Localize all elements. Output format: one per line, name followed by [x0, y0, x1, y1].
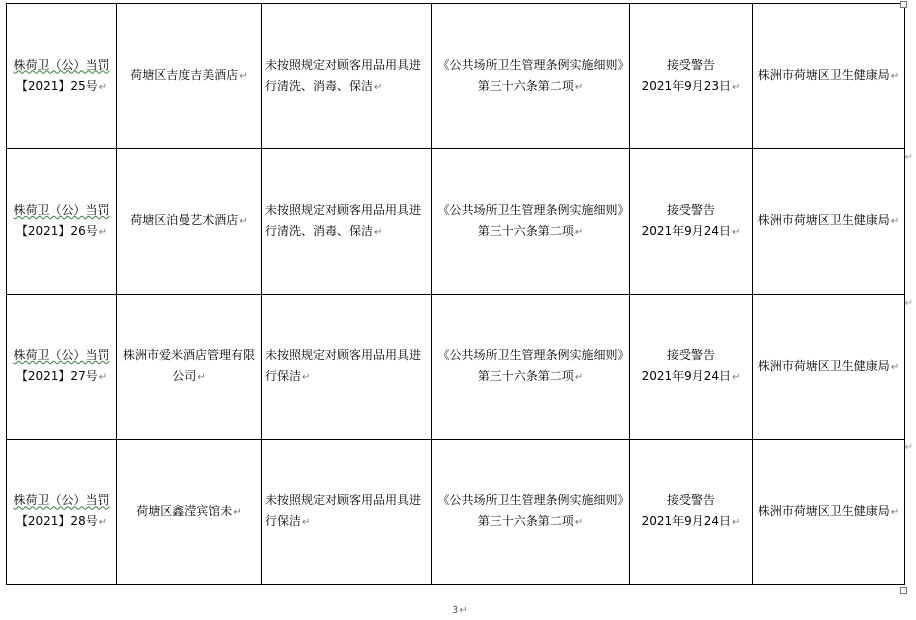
violation-text: 未按照规定对顾客用品用具进行清洗、消毒、保洁	[265, 202, 422, 238]
table-corner-handle[interactable]	[900, 1, 907, 8]
party-cell	[117, 149, 262, 294]
party-text: 荷塘区鑫滢宾馆未	[136, 503, 233, 518]
case-number-cell	[7, 439, 117, 584]
page-number: 3↵	[452, 605, 468, 616]
case-number-text: 株荷卫（公）当罚	[13, 493, 110, 508]
paragraph-mark: ↵	[890, 216, 900, 228]
party-cell	[117, 294, 262, 439]
table-row	[7, 294, 905, 439]
legal-basis-cell	[432, 4, 630, 149]
legal-basis-text: 《公共场所卫生管理条例实施细则》第三十六条第二项	[437, 348, 624, 384]
legal-basis-cell	[432, 439, 630, 584]
authority-cell	[753, 4, 905, 149]
violation-cell	[262, 4, 432, 149]
paragraph-mark: ↵	[904, 442, 913, 453]
case-number-text: 【2021】26号	[15, 223, 98, 238]
paragraph-mark: ↵	[374, 226, 383, 238]
paragraph-mark: ↵	[239, 71, 248, 83]
paragraph-mark: ↵	[574, 517, 584, 529]
result-text: 接受警告	[666, 348, 715, 363]
legal-basis-text: 《公共场所卫生管理条例实施细则》第三十六条第二项	[437, 202, 624, 238]
paragraph-mark: ↵	[732, 81, 741, 93]
violation-cell	[262, 439, 432, 584]
violation-cell	[262, 294, 432, 439]
paragraph-mark: ↵	[98, 226, 108, 238]
paragraph-mark: ↵	[302, 517, 311, 529]
case-number-text: 株荷卫（公）当罚	[13, 202, 110, 217]
violation-text: 未按照规定对顾客用品用具进行保洁	[265, 348, 422, 384]
legal-basis-text: 《公共场所卫生管理条例实施细则》第三十六条第二项	[437, 493, 624, 529]
party-cell	[117, 439, 262, 584]
result-text: 接受警告	[666, 57, 715, 72]
case-number-cell	[7, 4, 117, 149]
paragraph-mark: ↵	[98, 517, 108, 529]
table-resize-handle[interactable]	[900, 587, 907, 594]
violation-cell	[262, 149, 432, 294]
legal-basis-cell	[432, 294, 630, 439]
case-number-cell	[7, 294, 117, 439]
paragraph-mark: ↵	[98, 81, 108, 93]
result-cell	[630, 439, 753, 584]
paragraph-mark: ↵	[890, 71, 900, 83]
paragraph-mark: ↵	[890, 361, 900, 373]
paragraph-mark: ↵	[574, 81, 584, 93]
authority-cell	[753, 439, 905, 584]
authority-text: 株洲市荷塘区卫生健康局	[757, 213, 890, 228]
paragraph-mark: ↵	[574, 226, 584, 238]
paragraph-mark: ↵	[374, 81, 383, 93]
authority-cell	[753, 149, 905, 294]
paragraph-mark: ↵	[732, 226, 741, 238]
result-text: 2021年9月24日	[641, 369, 732, 384]
case-number-text: 株荷卫（公）当罚	[13, 348, 110, 363]
case-number-cell	[7, 149, 117, 294]
authority-text: 株洲市荷塘区卫生健康局	[757, 68, 890, 83]
case-number-text: 株荷卫（公）当罚	[13, 57, 110, 72]
case-number-text: 【2021】25号	[15, 78, 98, 93]
violation-text: 未按照规定对顾客用品用具进行清洗、消毒、保洁	[265, 57, 422, 93]
party-text: 株洲市爱米酒店管理有限公司	[122, 348, 255, 384]
result-cell	[630, 4, 753, 149]
penalty-table	[6, 3, 905, 585]
paragraph-mark: ↵	[98, 372, 108, 384]
paragraph-mark: ↵	[233, 506, 242, 518]
paragraph-mark: ↵	[904, 298, 913, 309]
result-text: 2021年9月24日	[641, 514, 732, 529]
authority-text: 株洲市荷塘区卫生健康局	[757, 503, 890, 518]
paragraph-mark: ↵	[732, 372, 741, 384]
violation-text: 未按照规定对顾客用品用具进行保洁	[265, 493, 422, 529]
party-text: 荷塘区泊曼艺术酒店	[130, 213, 239, 228]
paragraph-mark: ↵	[904, 152, 913, 163]
legal-basis-cell	[432, 149, 630, 294]
table-row	[7, 149, 905, 294]
result-text: 接受警告	[666, 202, 715, 217]
party-cell	[117, 4, 262, 149]
result-cell	[630, 294, 753, 439]
result-text: 接受警告	[666, 493, 715, 508]
result-text: 2021年9月23日	[641, 78, 732, 93]
party-text: 荷塘区吉度吉美酒店	[130, 68, 239, 83]
paragraph-mark: ↵	[732, 517, 741, 529]
paragraph-mark: ↵	[239, 216, 248, 228]
legal-basis-text: 《公共场所卫生管理条例实施细则》第三十六条第二项	[437, 57, 624, 93]
result-cell	[630, 149, 753, 294]
authority-text: 株洲市荷塘区卫生健康局	[757, 358, 890, 373]
table-row	[7, 439, 905, 584]
paragraph-mark: ↵	[890, 506, 900, 518]
authority-cell	[753, 294, 905, 439]
paragraph-mark: ↵	[197, 372, 206, 384]
case-number-text: 【2021】28号	[15, 514, 98, 529]
table-row	[7, 4, 905, 149]
paragraph-mark: ↵	[302, 372, 311, 384]
case-number-text: 【2021】27号	[15, 369, 98, 384]
result-text: 2021年9月24日	[641, 223, 732, 238]
paragraph-mark: ↵	[574, 372, 584, 384]
